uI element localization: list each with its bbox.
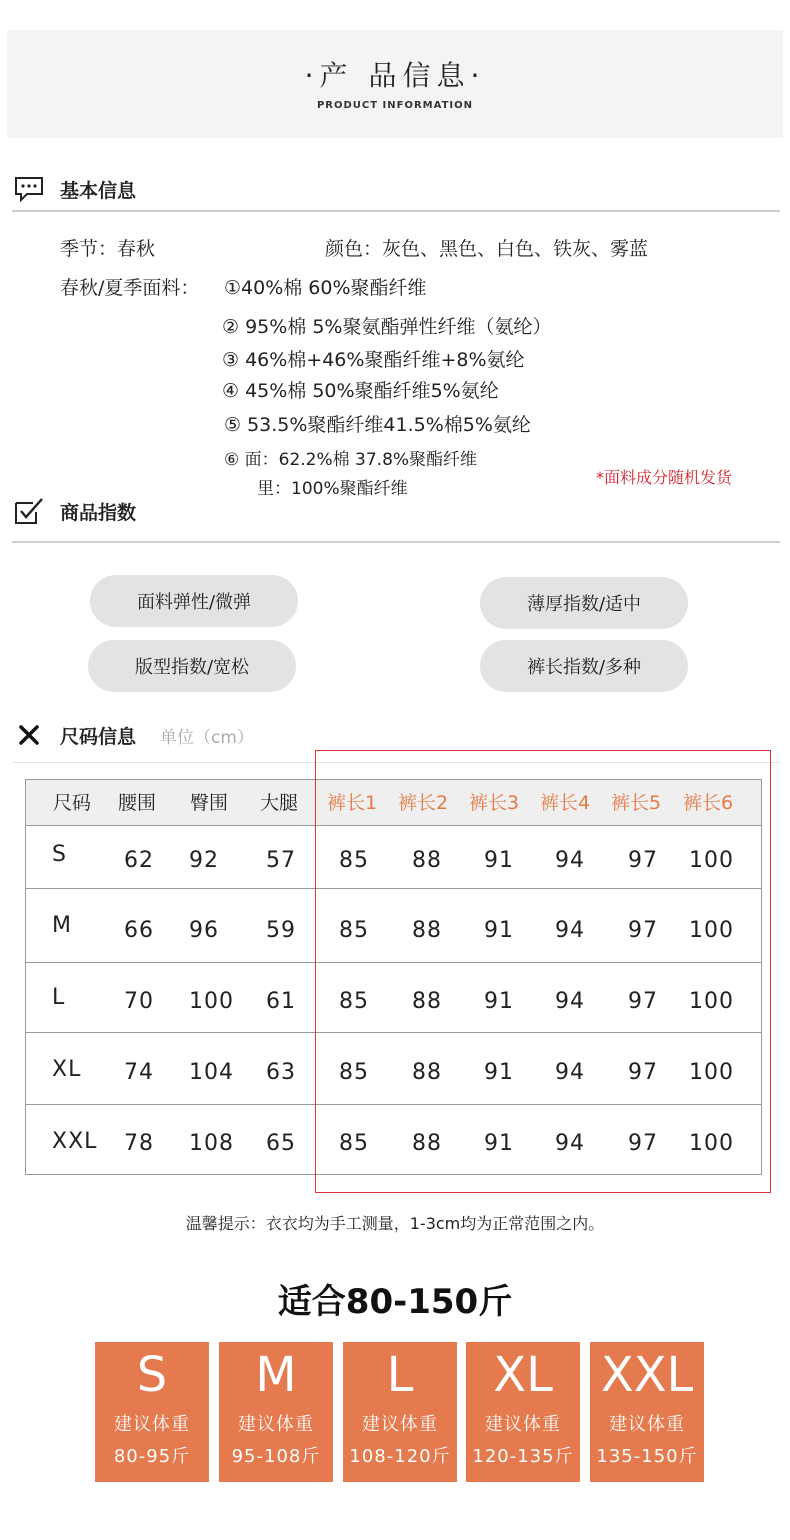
product-info-banner	[7, 30, 783, 138]
table-cell: 91	[484, 989, 514, 1014]
table-cell: 91	[484, 918, 514, 943]
table-cell: 96	[189, 918, 219, 943]
header-cell: 臀围	[190, 792, 229, 814]
size-card-s	[95, 1342, 209, 1482]
table-cell: 61	[266, 989, 296, 1014]
size-card-letter: S	[136, 1347, 168, 1403]
table-cell: 100	[189, 989, 234, 1014]
size-card-label: 建议体重	[238, 1414, 314, 1435]
table-cell: 88	[412, 918, 442, 943]
header-cell: 裤长4	[540, 792, 591, 814]
size-card-range: 108-120斤	[349, 1446, 451, 1467]
header-cell: 尺码	[53, 792, 92, 814]
fabric-option: ② 95%棉 5%聚氨酯弹性纤维（氨纶）	[222, 316, 552, 338]
table-cell: 88	[412, 848, 442, 873]
size-card-range: 135-150斤	[596, 1446, 698, 1467]
length-pill: 裤长指数/多种	[480, 640, 688, 692]
table-cell: 85	[339, 918, 369, 943]
table-cell: 63	[266, 1060, 296, 1085]
table-cell: 97	[628, 1060, 658, 1085]
fabric-option: ④ 45%棉 50%聚酯纤维5%氨纶	[222, 380, 499, 402]
table-cell: 59	[266, 918, 296, 943]
table-cell: 57	[266, 848, 296, 873]
divider	[12, 210, 780, 212]
table-cell: 65	[266, 1131, 296, 1156]
length-highlight-box	[315, 750, 771, 1193]
table-cell: 70	[124, 989, 154, 1014]
size-card-label: 建议体重	[362, 1414, 438, 1435]
table-cell: 94	[555, 1131, 585, 1156]
header-cell: 裤长1	[327, 792, 378, 814]
fabric-option: ⑥ 面：62.2%棉 37.8%聚酯纤维	[224, 450, 478, 470]
table-cell: 88	[412, 1131, 442, 1156]
fabric-label: 春秋/夏季面料：	[60, 277, 200, 299]
table-cell: S	[52, 842, 67, 867]
fabric-lining: 里：100%聚酯纤维	[257, 479, 408, 499]
fabric-option: ①40%棉 60%聚酯纤维	[224, 277, 427, 299]
table-cell: 97	[628, 918, 658, 943]
table-cell: XL	[52, 1057, 82, 1082]
table-cell: 97	[628, 1131, 658, 1156]
checklist-icon	[12, 494, 46, 528]
table-cell: 91	[484, 1060, 514, 1085]
table-cell: 88	[412, 1060, 442, 1085]
table-cell: 100	[689, 918, 734, 943]
size-card-range: 80-95斤	[113, 1446, 191, 1467]
size-card-letter: L	[386, 1347, 414, 1403]
table-cell: 94	[555, 989, 585, 1014]
size-card-label: 建议体重	[114, 1414, 190, 1435]
thickness-pill: 薄厚指数/适中	[480, 577, 688, 629]
weight-fit-title: 适合80-150斤	[277, 1282, 513, 1322]
header-cell: 裤长6	[683, 792, 734, 814]
table-cell: 94	[555, 1060, 585, 1085]
table-cell: XXL	[52, 1129, 98, 1154]
unit-label: 单位（cm）	[160, 727, 254, 748]
size-card-letter: XL	[493, 1347, 553, 1403]
product-index-title: 商品指数	[60, 501, 137, 524]
size-card-label: 建议体重	[609, 1414, 685, 1435]
size-info-title: 尺码信息	[60, 725, 137, 748]
fabric-option: ③ 46%棉+46%聚酯纤维+8%氨纶	[222, 349, 525, 371]
table-cell: 104	[189, 1060, 234, 1085]
table-cell: L	[52, 985, 66, 1010]
measurement-note: 温馨提示：衣衣均为手工测量，1-3cm均为正常范围之内。	[185, 1214, 605, 1233]
size-card-l	[343, 1342, 457, 1482]
size-info-header	[12, 718, 254, 752]
size-card-range: 120-135斤	[472, 1446, 574, 1467]
table-cell: 85	[339, 848, 369, 873]
banner-subtitle: PRODUCT INFORMATION	[316, 100, 474, 111]
header-cell: 腰围	[118, 792, 157, 814]
table-cell: 85	[339, 1060, 369, 1085]
table-cell: 91	[484, 1131, 514, 1156]
elasticity-pill: 面料弹性/微弹	[90, 575, 298, 627]
header-cell: 裤长3	[469, 792, 520, 814]
table-cell: 100	[689, 1131, 734, 1156]
table-cell: 78	[124, 1131, 154, 1156]
table-cell: 88	[412, 989, 442, 1014]
header-cell: 大腿	[260, 792, 299, 814]
table-cell: 91	[484, 848, 514, 873]
color-text: 颜色：灰色、黑色、白色、铁灰、雾蓝	[325, 238, 649, 260]
table-cell: 85	[339, 989, 369, 1014]
fit-pill: 版型指数/宽松	[88, 640, 296, 692]
size-card-xxl	[590, 1342, 704, 1482]
table-cell: 97	[628, 848, 658, 873]
chat-bubble-icon	[12, 172, 46, 206]
table-cell: 94	[555, 848, 585, 873]
basic-info-header	[12, 172, 136, 206]
product-index-header	[12, 494, 136, 528]
table-cell: 85	[339, 1131, 369, 1156]
table-cell: 100	[689, 848, 734, 873]
table-cell: 94	[555, 918, 585, 943]
fabric-option: ⑤ 53.5%聚酯纤维41.5%棉5%氨纶	[224, 414, 531, 436]
close-icon	[12, 718, 46, 752]
basic-info-title: 基本信息	[60, 179, 137, 202]
table-cell: 97	[628, 989, 658, 1014]
size-card-letter: XXL	[600, 1347, 694, 1403]
random-fabric-note: *面料成分随机发货	[596, 468, 733, 487]
table-cell: 74	[124, 1060, 154, 1085]
table-cell: 62	[124, 848, 154, 873]
header-cell: 裤长2	[398, 792, 449, 814]
header-cell: 裤长5	[611, 792, 662, 814]
size-card-letter: M	[255, 1347, 297, 1403]
size-card-label: 建议体重	[485, 1414, 561, 1435]
size-card-xl	[466, 1342, 580, 1482]
season-text: 季节：春秋	[60, 238, 156, 260]
divider	[12, 541, 780, 543]
table-cell: M	[52, 913, 72, 938]
banner-title: ·产 品信息·	[304, 59, 486, 92]
size-card-range: 95-108斤	[231, 1446, 321, 1467]
size-card-m	[219, 1342, 333, 1482]
table-cell: 100	[689, 1060, 734, 1085]
table-cell: 108	[189, 1131, 234, 1156]
table-cell: 66	[124, 918, 154, 943]
table-cell: 92	[189, 848, 219, 873]
table-cell: 100	[689, 989, 734, 1014]
